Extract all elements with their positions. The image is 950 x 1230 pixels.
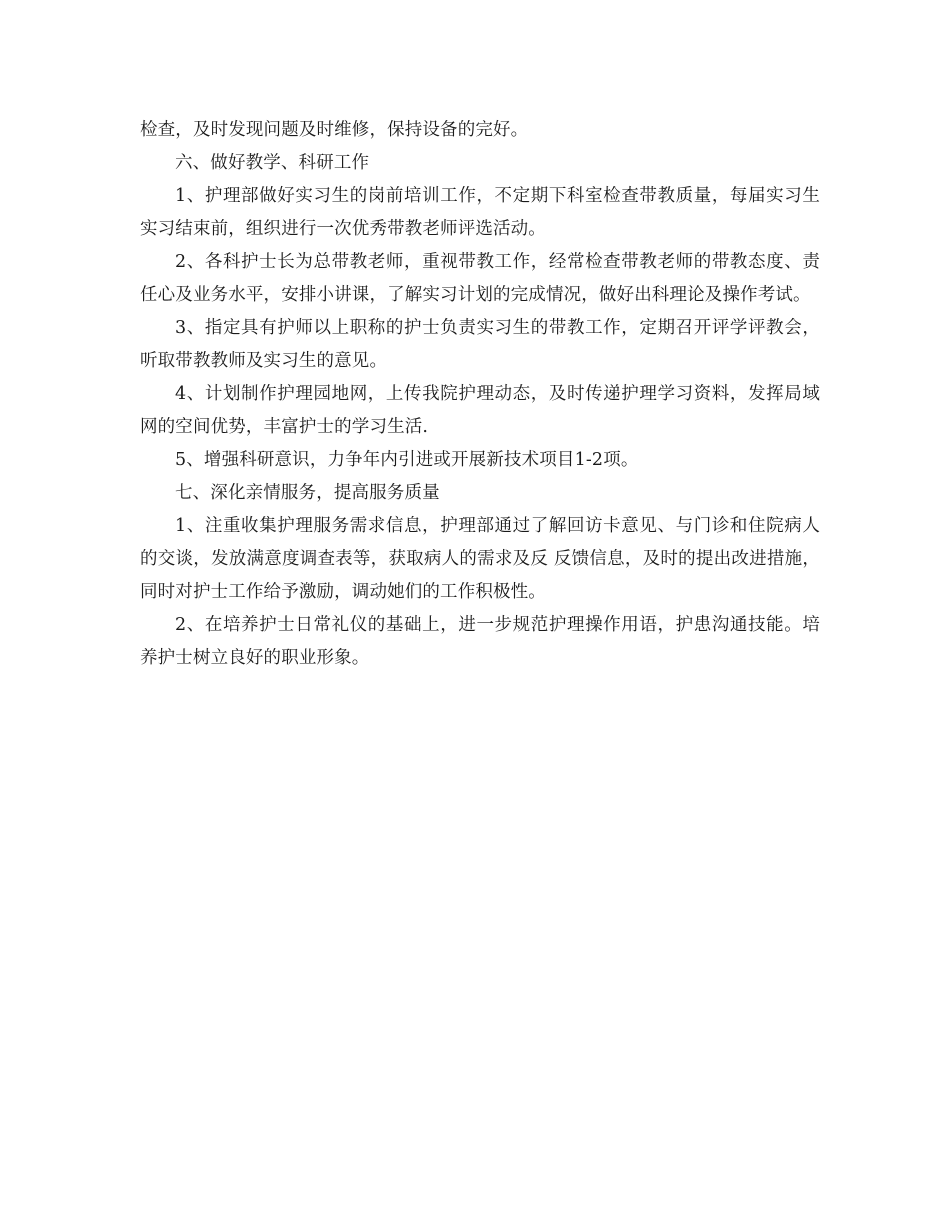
- paragraph-item-4: 4、计划制作护理园地网，上传我院护理动态，及时传递护理学习资料，发挥局域网的空间优势，丰富护士的学习生活.: [140, 384, 820, 437]
- paragraph-item-1: 1、护理部做好实习生的岗前培训工作，不定期下科室检查带教质量，每届实习生实习结束前，组织进行一次优秀带教老师评选活动。: [140, 186, 820, 239]
- paragraph-continuation: 检查，及时发现问题及时维修，保持设备的完好。: [140, 120, 529, 140]
- paragraph-item-2: 2、各科护士长为总带教老师，重视带教工作，经常检查带教老师的带教态度、责任心及业务水平，安排小讲课，了解实习计划的完成情况，做好出科理论及操作考试。: [140, 252, 820, 305]
- paragraph-item-3: 3、指定具有护师以上职称的护士负责实习生的带教工作，定期召开评学评教会，听取带教教师及实习生的意见。: [140, 318, 820, 371]
- paragraph-service-item-1: 1、注重收集护理服务需求信息，护理部通过了解回访卡意见、与门诊和住院病人的交谈，发放满意度调查表等，获取病人的需求及反 反馈信息，及时的提出改进措施，同时对护士工作给予激励，调动她们的工作积极性。: [140, 516, 820, 602]
- section-heading-service-quality: 七、深化亲情服务，提高服务质量: [175, 483, 440, 503]
- section-heading-teaching-research: 六、做好教学、科研工作: [175, 153, 370, 173]
- paragraph-item-5: 5、增强科研意识，力争年内引进或开展新技术项目1-2项。: [175, 450, 639, 470]
- document-body: [140, 114, 820, 675]
- paragraph-service-item-2: 2、在培养护士日常礼仪的基础上，进一步规范护理操作用语，护患沟通技能。培养护士树立良好的职业形象。: [140, 615, 820, 668]
